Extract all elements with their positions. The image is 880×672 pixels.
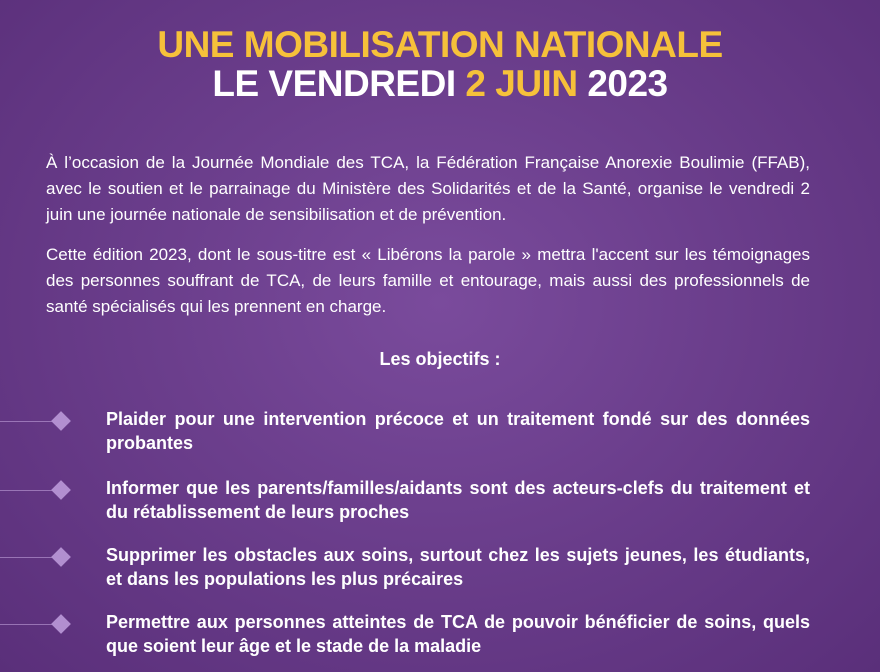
objective-item: [0, 407, 880, 467]
title-weekday: LE VENDREDI: [212, 63, 456, 104]
page-title-line-1: UNE MOBILISATION NATIONALE: [157, 24, 723, 65]
intro-paragraph-1: À l’occasion de la Journée Mondiale des TCA, la Fédération Française Anorexie Boulimie (FFAB), avec le soutien et le parrainage du Ministère des Solidarités et de la Santé, organise le vendredi 2 juin une journée nationale de sensibilisation et de prévention.: [46, 153, 810, 224]
bullet-line: [0, 624, 58, 625]
bullet-line: [0, 421, 58, 422]
objective-item: [0, 543, 880, 603]
objective-text: Supprimer les obstacles aux soins, surtout chez les sujets jeunes, les étudiants, et dans les populations les plus précaires: [106, 545, 810, 589]
bullet-line: [0, 490, 58, 491]
page-title-line-2: [0, 64, 880, 104]
objectives-heading: Les objectifs :: [379, 349, 501, 369]
intro-paragraph-2: Cette édition 2023, dont le sous-titre est « Libérons la parole » mettra l'accent sur les témoignages des personnes souffrant de TCA, de leurs famille et entourage, mais aussi des professionnels de santé spécialisés qui les prennent en charge.: [46, 245, 810, 316]
diamond-icon: [51, 547, 71, 567]
title-date: 2 JUIN: [465, 63, 578, 104]
objective-item: [0, 476, 880, 536]
bullet-line: [0, 557, 58, 558]
objective-text: Permettre aux personnes atteintes de TCA de pouvoir bénéficier de soins, quels que soient leur âge et le stade de la maladie: [106, 612, 810, 656]
diamond-icon: [51, 614, 71, 634]
diamond-icon: [51, 480, 71, 500]
diamond-icon: [51, 411, 71, 431]
objective-item: [0, 610, 880, 670]
objective-text: Informer que les parents/familles/aidants sont des acteurs-clefs du traitement et du rétablissement de leurs proches: [106, 478, 810, 522]
title-year: 2023: [587, 63, 668, 104]
objective-text: Plaider pour une intervention précoce et un traitement fondé sur des données probantes: [106, 409, 810, 453]
